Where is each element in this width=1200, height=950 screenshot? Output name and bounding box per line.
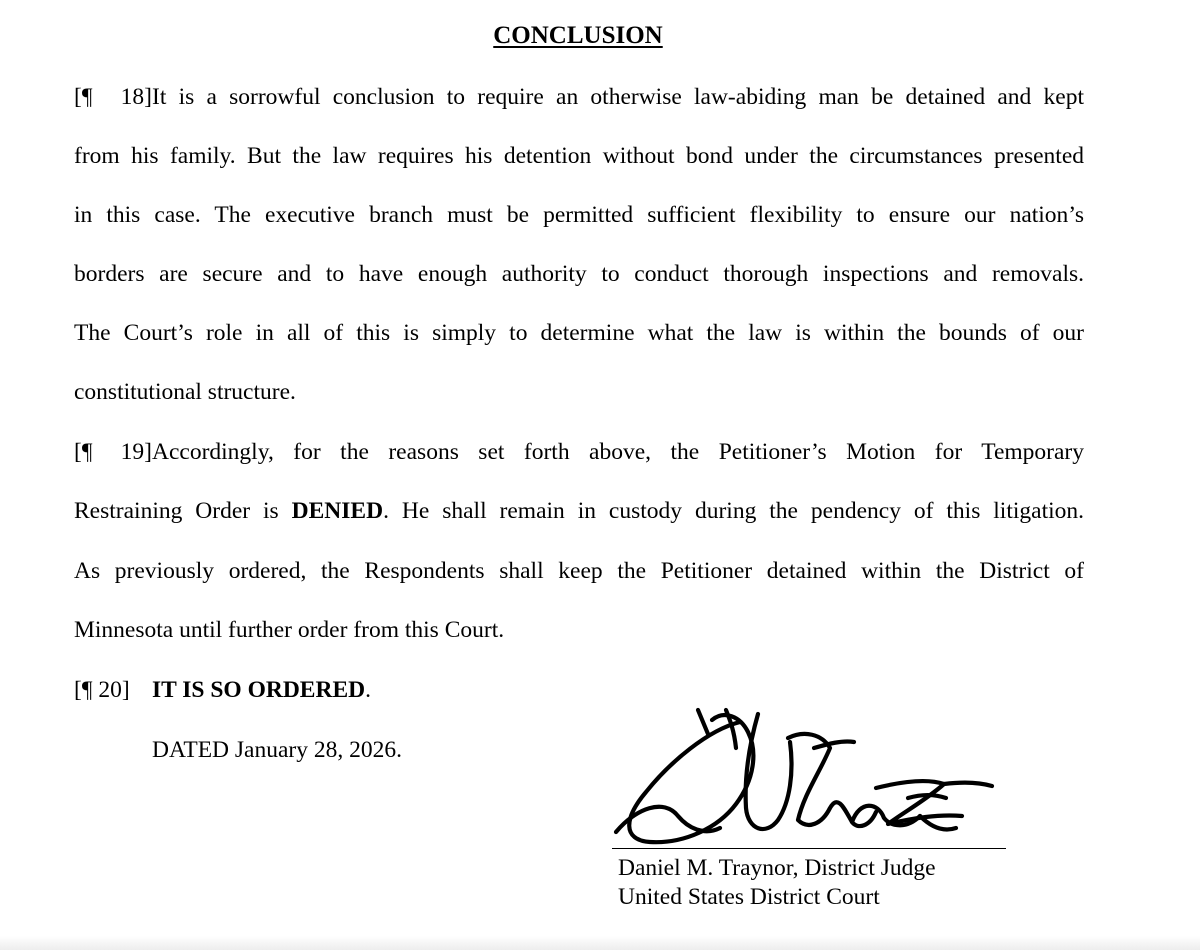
denied-ruling: DENIED [291,498,384,524]
so-ordered: IT IS SO ORDERED [152,677,366,703]
paragraph-19-text-2a: Restraining Order is [74,498,292,524]
paragraph-18-line-2: from his family. But the law requires his detention without bond under the circumstances presented [74,143,1084,169]
paragraph-19-line-4: Minnesota until further order from this Court. [74,617,505,643]
paragraph-18-line-4: borders are secure and to have enough authority to conduct thorough inspections and removals. [74,261,1084,287]
paragraph-18-line-3: in this case. The executive branch must be permitted sufficient flexibility to ensure our nation’s [74,202,1084,228]
paragraph-18-line-5: The Court’s role in all of this is simply to determine what the law is within the bounds of our [74,320,1084,346]
paragraph-19-text-1: Accordingly, for the reasons set forth above, the Petitioner’s Motion for Temporary [152,439,1084,465]
handwritten-signature [608,690,998,855]
paragraph-20-mark: [¶ 20] [74,677,130,703]
paragraph-19-mark: [¶ 19] [74,439,152,465]
paragraph-18-line-1 [74,82,1084,112]
section-heading: CONCLUSION [493,22,663,49]
court-name: United States District Court [618,884,880,910]
paragraph-19-text-2b: . He shall remain in custody during the pendency of this litigation. [383,498,1085,524]
page-bottom-edge [0,936,1200,950]
paragraph-19-line-3: As previously ordered, the Respondents shall keep the Petitioner detained within the District of [74,558,1084,584]
paragraph-18-line-6: constitutional structure. [74,379,296,405]
signature-line [612,848,1006,849]
paragraph-18-mark: [¶ 18] [74,84,152,110]
dated-line: DATED January 28, 2026. [152,737,402,763]
paragraph-19-line-1 [74,437,1084,467]
paragraph-18-text-1: It is a sorrowful conclusion to require an otherwise law-abiding man be detained and kept [152,84,1084,110]
paragraph-19-line-2 [74,496,1084,526]
judge-name: Daniel M. Traynor, District Judge [618,855,936,881]
paragraph-20-period: . [365,677,371,703]
